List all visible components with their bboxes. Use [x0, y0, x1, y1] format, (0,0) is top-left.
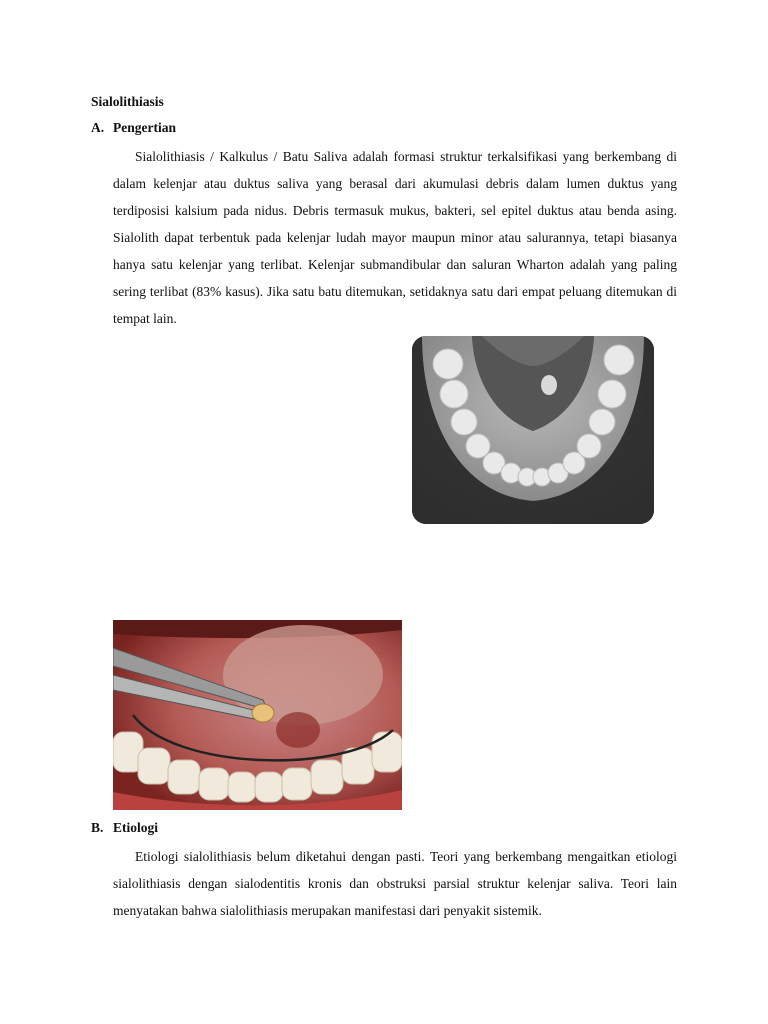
occlusal-radiograph-image [412, 336, 654, 524]
clinical-extraction-photo [113, 620, 402, 810]
document-title: Sialolithiasis [91, 94, 164, 109]
section-title: Pengertian [113, 120, 176, 135]
section-number: B. [91, 820, 104, 835]
paragraph-pengertian: Sialolithiasis / Kalkulus / Batu Saliva adalah formasi struktur terkalsifikasi yang berkembang di dalam kelenjar atau duktus saliva yang berasal dari akumulasi debris dalam lumen duktus yang terdiposisi kalsium pada nidus. Debris termasuk mukus, bakteri, sel epitel duktus atau benda asing. Sialolith dapat terbentuk pada kelenjar ludah mayor maupun minor atau salurannya, tetapi biasanya hanya satu kelenjar yang terlibat. Kelenjar submandibular dan saluran Wharton adalah yang paling sering terlibat (83% kasus). Jika satu batu ditemukan, setidaknya satu dari empat peluang ditemukan di tempat lain. [113, 149, 677, 326]
section-title: Etiologi [113, 820, 159, 835]
paragraph-etiologi: Etiologi sialolithiasis belum diketahui dengan pasti. Teori yang berkembang mengaitkan etiologi sialolithiasis dengan sialodentitis kronis dan obstruksi parsial struktur kelenjar saliva. Teori lain menyatakan bahwa sialolithiasis merupakan manifestasi dari penyakit sistemik. [113, 849, 677, 918]
section-heading-etiologi [91, 820, 158, 836]
section-heading-pengertian [91, 120, 176, 136]
section-number: A. [91, 120, 105, 135]
